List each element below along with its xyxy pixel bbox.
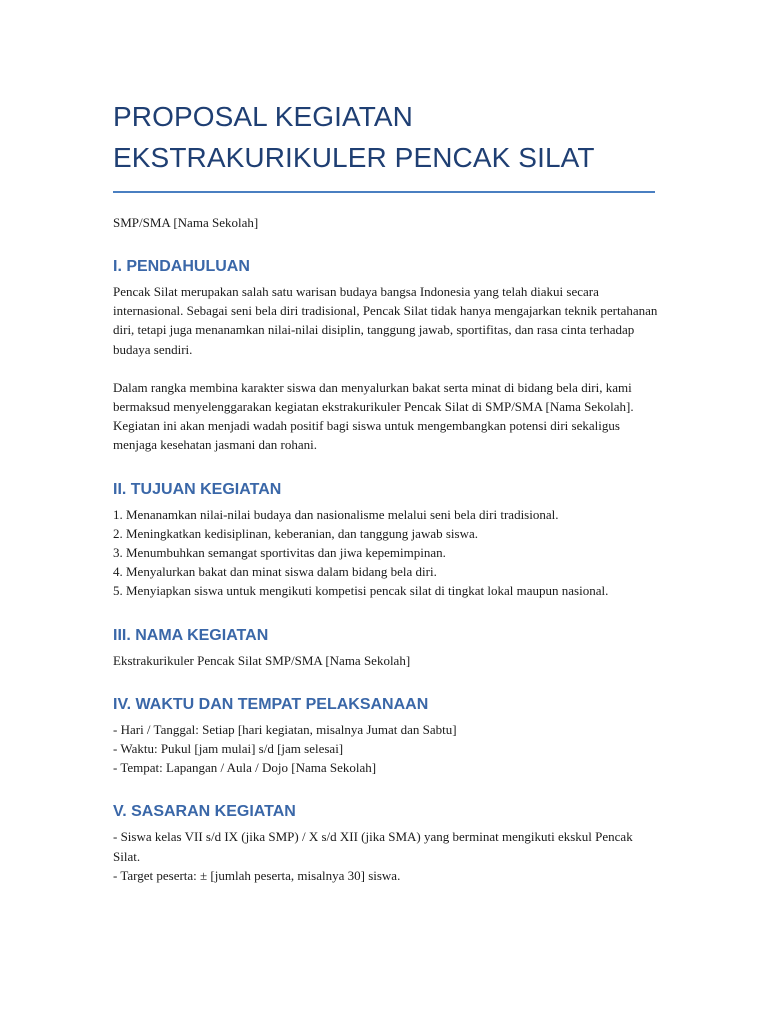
list-item: 1. Menanamkan nilai-nilai budaya dan nasionalisme melalui seni bela diri tradisional. [113, 506, 559, 522]
section-heading: II. TUJUAN KEGIATAN [113, 480, 282, 498]
list-item: - Siswa kelas VII s/d IX (jika SMP) / X s/d XII (jika SMA) yang berminat mengikuti ekskul Pencak Silat. [113, 829, 633, 864]
list-item: - Tempat: Lapangan / Aula / Dojo [Nama Sekolah] [113, 760, 377, 776]
paragraph: Dalam rangka membina karakter siswa dan menyalurkan bakat serta minat di bidang bela diri, kami bermaksud menyelenggarakan kegiatan ekstrakurikuler Pencak Silat di SMP/SMA [Nama Sekolah]. Kegiatan ini akan menjadi wadah positif bagi siswa untuk mengembangkan potensi diri sekaligus menjaga kesehatan jasmani dan rohani. [113, 379, 634, 453]
section-tujuan-kegiatan [113, 480, 658, 601]
list-item: 2. Meningkatkan kedisiplinan, keberanian, dan tanggung jawab siswa. [113, 525, 478, 541]
section-nama-kegiatan [113, 626, 658, 670]
list-item: - Hari / Tanggal: Setiap [hari kegiatan, misalnya Jumat dan Sabtu] [113, 721, 457, 737]
title-underline-rule [113, 191, 655, 193]
paragraph: Pencak Silat merupakan salah satu warisan budaya bangsa Indonesia yang telah diakui secara internasional. Sebagai seni bela diri tradisional, Pencak Silat tidak hanya mengajarkan teknik pertahanan diri, tetapi juga menanamkan nilai-nilai disiplin, tanggung jawab, sportifitas, dan rasa cinta terhadap budaya sendiri. [113, 284, 658, 357]
document-title-line-2: EKSTRAKURIKULER PENCAK SILAT [113, 142, 595, 173]
section-heading: I. PENDAHULUAN [113, 258, 250, 275]
document-page [113, 96, 658, 885]
section-sasaran-kegiatan [113, 802, 658, 885]
section-heading: V. SASARAN KEGIATAN [113, 803, 296, 821]
section-heading: III. NAMA KEGIATAN [113, 626, 269, 644]
document-title [113, 96, 658, 178]
list-item: - Target peserta: ± [jumlah peserta, misalnya 30] siswa. [113, 867, 401, 883]
document-subtitle: SMP/SMA [Nama Sekolah] [113, 215, 259, 230]
section-waktu-tempat [113, 695, 658, 778]
section-pendahuluan [113, 257, 658, 455]
list-item: 4. Menyalurkan bakat dan minat siswa dalam bidang bela diri. [113, 564, 437, 580]
list-item: - Waktu: Pukul [jam mulai] s/d [jam selesai] [113, 741, 344, 757]
list-item: Ekstrakurikuler Pencak Silat SMP/SMA [Nama Sekolah] [113, 652, 411, 668]
list-item: 5. Menyiapkan siswa untuk mengikuti kompetisi pencak silat di tingkat lokal maupun nasional. [113, 583, 609, 599]
list-item: 3. Menumbuhkan semangat sportivitas dan jiwa kepemimpinan. [113, 545, 446, 561]
document-title-line-1: PROPOSAL KEGIATAN [113, 101, 413, 132]
section-heading: IV. WAKTU DAN TEMPAT PELAKSANAAN [113, 695, 429, 713]
